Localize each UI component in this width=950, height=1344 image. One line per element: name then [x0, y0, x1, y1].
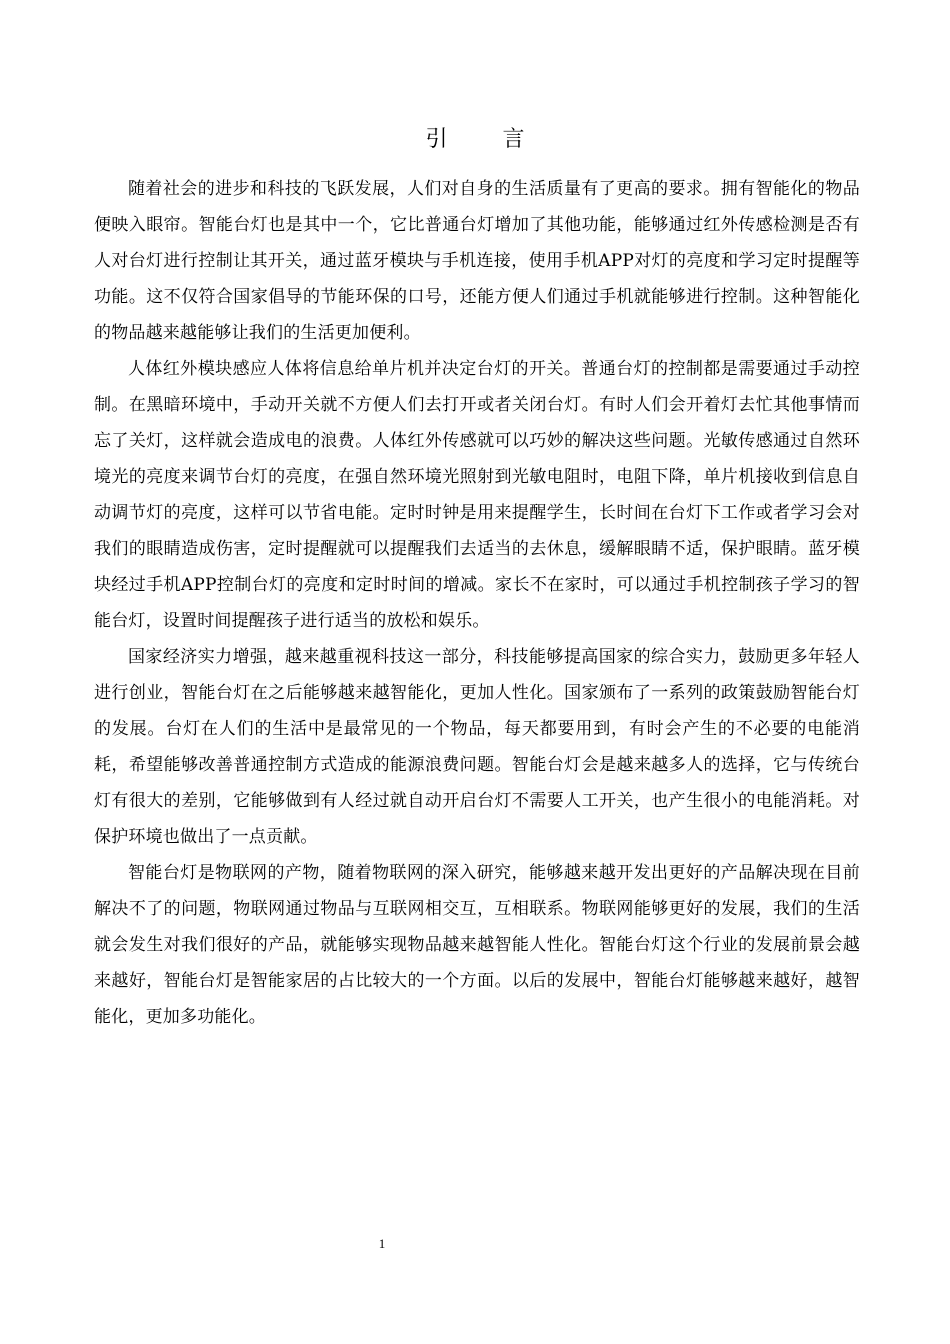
paragraph-2: 人体红外模块感应人体将信息给单片机并决定台灯的开关。普通台灯的控制都是需要通过手动控制。在黑暗环境中，手动开关就不方便人们去打开或者关闭台灯。有时人们会开着灯去忙其他事情而忘了关灯，这样就会造成电的浪费。人体红外传感就可以巧妙的解决这些问题。光敏传感通过自然环境光的亮度来调节台灯的亮度，在强自然环境光照射到光敏电阻时，电阻下降，单片机接收到信息自动调节灯的亮度，这样可以节省电能。定时时钟是用来提醒学生，长时间在台灯下工作或者学习会对我们的眼睛造成伤害，定时提醒就可以提醒我们去适当的去休息，缓解眼睛不适，保护眼睛。蓝牙模块经过手机APP控制台灯的亮度和定时时间的增减。家长不在家时，可以通过手机控制孩子学习的智能台灯，设置时间提醒孩子进行适当的放松和娱乐。 — [94, 359, 860, 631]
paragraph-1: 随着社会的进步和科技的飞跃发展，人们对自身的生活质量有了更高的要求。拥有智能化的物品便映入眼帘。智能台灯也是其中一个，它比普通台灯增加了其他功能，能够通过红外传感检测是否有人对台灯进行控制让其开关，通过蓝牙模块与手机连接，使用手机APP对灯的亮度和学习定时提醒等功能。这不仅符合国家倡导的节能环保的口号，还能方便人们通过手机就能够进行控制。这种智能化的物品越来越能够让我们的生活更加便利。 — [94, 179, 860, 343]
page-title: 引 言 — [425, 127, 549, 152]
paragraph-3: 国家经济实力增强，越来越重视科技这一部分，科技能够提高国家的综合实力，鼓励更多年轻人进行创业，智能台灯在之后能够越来越智能化，更加人性化。国家颁布了一系列的政策鼓励智能台灯的发展。台灯在人们的生活中是最常见的一个物品，每天都要用到，有时会产生的不必要的电能消耗，希望能够改善普通控制方式造成的能源浪费问题。智能台灯会是越来越多人的选择，它与传统台灯有很大的差别，它能够做到有人经过就自动开启台灯不需要人工开关，也产生很小的电能消耗。对保护环境也做出了一点贡献。 — [94, 647, 860, 847]
page-number: 1 — [378, 1236, 386, 1251]
paragraph-4: 智能台灯是物联网的产物，随着物联网的深入研究，能够越来越开发出更好的产品解决现在目前解决不了的问题，物联网通过物品与互联网相交互，互相联系。物联网能够更好的发展，我们的生活就会发生对我们很好的产品，就能够实现物品越来越智能人性化。智能台灯这个行业的发展前景会越来越好，智能台灯是智能家居的占比较大的一个方面。以后的发展中，智能台灯能够越来越好，越智能化，更加多功能化。 — [94, 863, 860, 1027]
body-text — [94, 171, 860, 1035]
